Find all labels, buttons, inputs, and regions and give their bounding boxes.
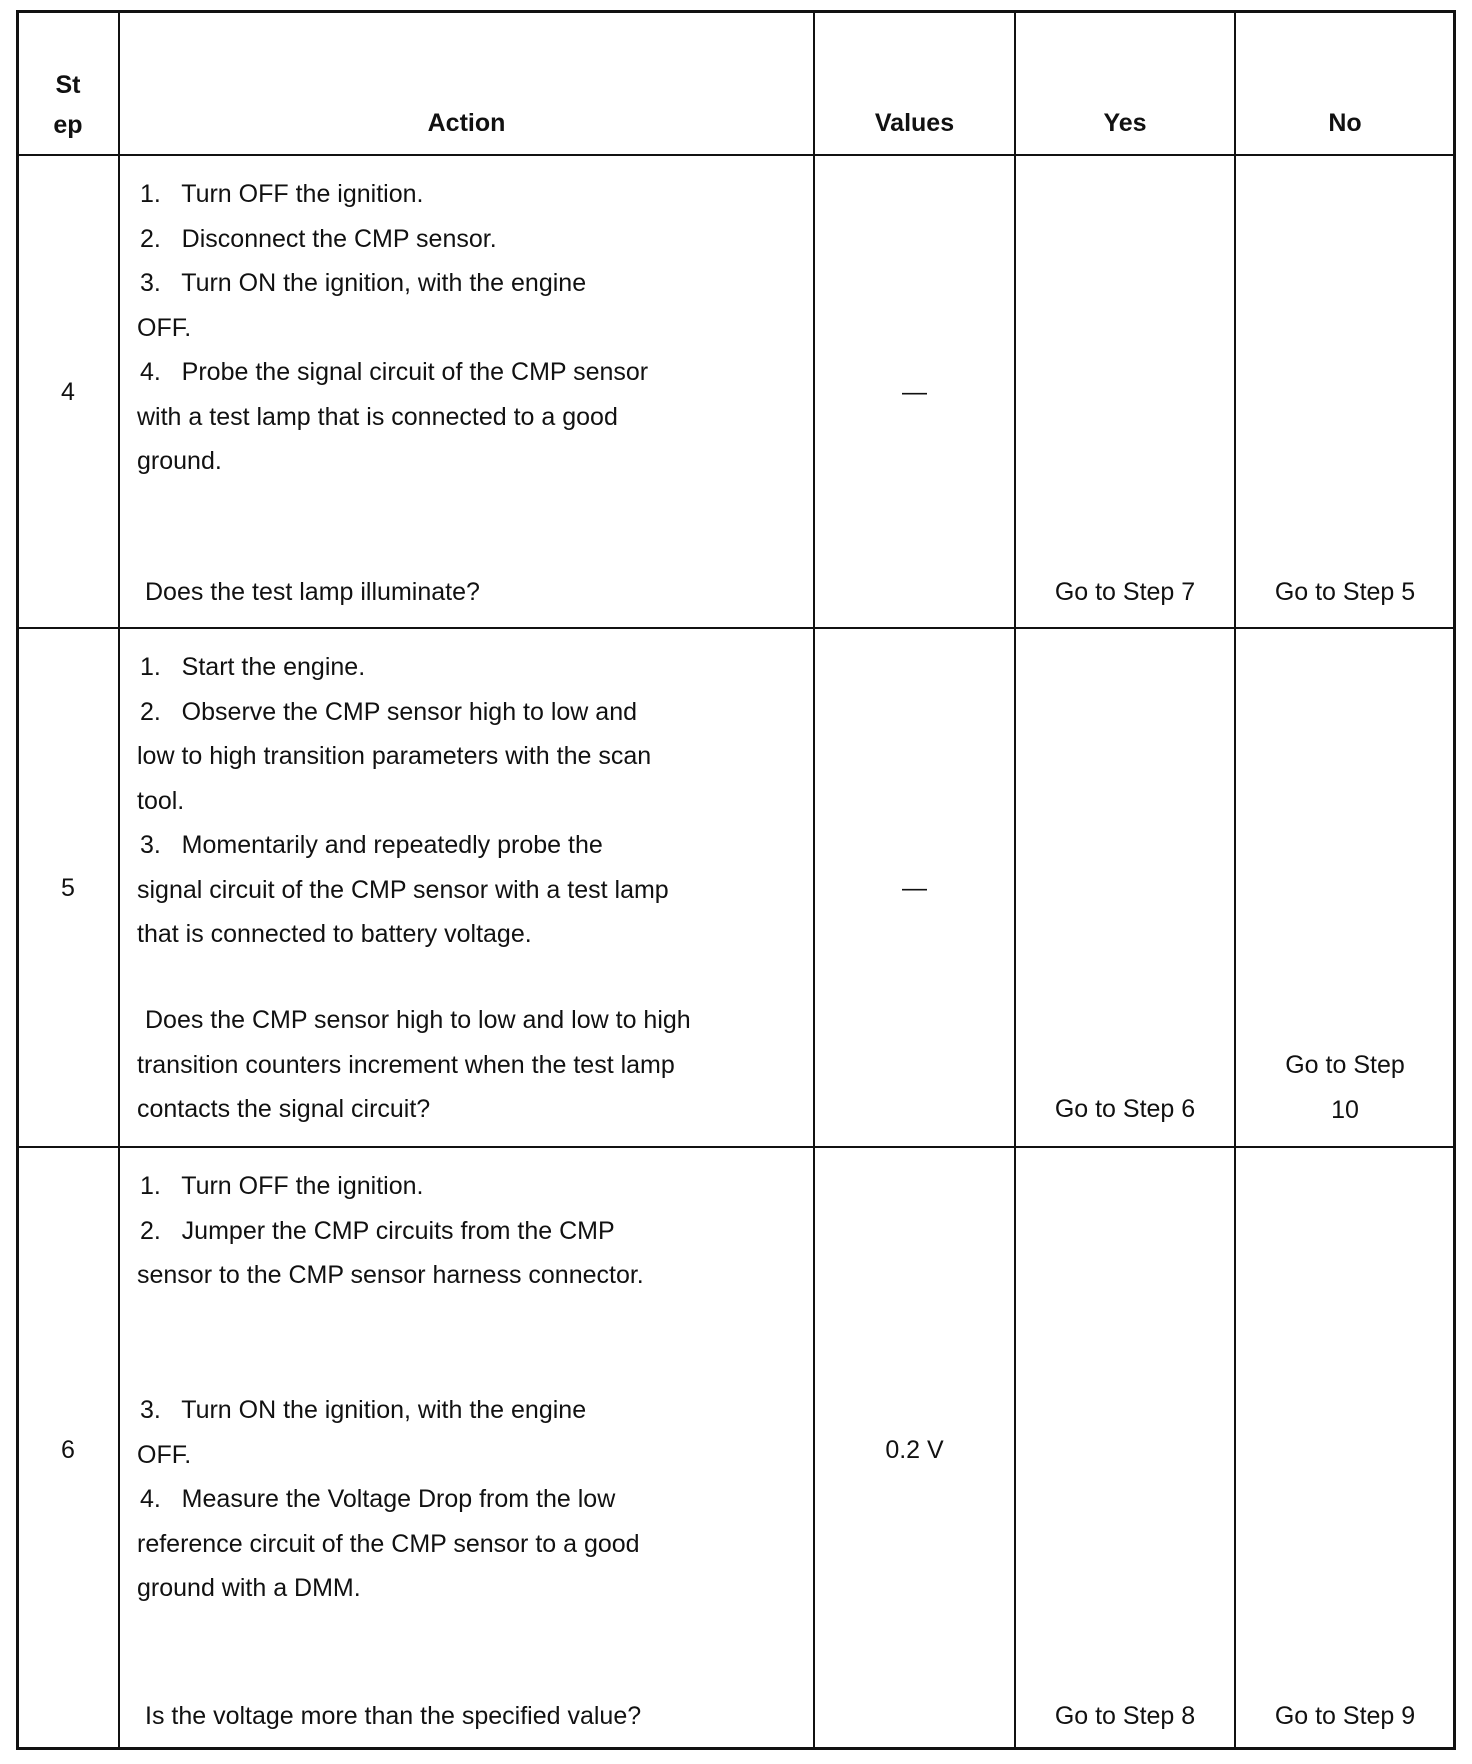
action-item: reference circuit of the CMP sensor to a good <box>137 1529 640 1558</box>
no-cell: Go to Step 5 <box>1274 578 1416 606</box>
action-item: 3. Momentarily and repeatedly probe the <box>140 831 603 859</box>
action-item: low to high transition parameters with the scan <box>137 742 652 770</box>
action-item: 2. Observe the CMP sensor high to low and <box>140 697 638 726</box>
header-step-line1: St <box>55 71 81 99</box>
action-item: OFF. <box>137 1440 192 1469</box>
no-cell <box>1236 1043 1454 1132</box>
action-item: 1. Turn OFF the ignition. <box>140 180 424 208</box>
action-item: 3. Turn ON the ignition, with the engine <box>140 1396 587 1424</box>
action-item: 4. Measure the Voltage Drop from the low <box>140 1485 616 1513</box>
question-line: Does the CMP sensor high to low and low to high <box>145 1006 691 1034</box>
action-question: Does the test lamp illuminate? <box>145 578 480 606</box>
step-number: 4 <box>61 378 75 406</box>
value-cell: — <box>902 378 927 406</box>
action-item: tool. <box>137 786 185 815</box>
action-question: Is the voltage more than the specified value? <box>145 1702 642 1730</box>
header-no: No <box>1328 109 1362 137</box>
action-item: sensor to the CMP sensor harness connector. <box>137 1261 644 1289</box>
header-yes: Yes <box>1103 109 1147 137</box>
yes-cell: Go to Step 8 <box>1054 1702 1196 1730</box>
action-item: signal circuit of the CMP sensor with a test lamp <box>137 875 669 904</box>
yes-cell: Go to Step 6 <box>1054 1095 1196 1123</box>
header-action: Action <box>427 109 506 137</box>
action-item: 4. Probe the signal circuit of the CMP sensor <box>140 358 649 386</box>
action-item: 3. Turn ON the ignition, with the engine <box>140 269 587 297</box>
action-item: 2. Disconnect the CMP sensor. <box>140 224 497 253</box>
column-divider <box>118 10 120 1750</box>
value-cell: — <box>902 874 927 902</box>
no-line: 10 <box>1331 1095 1359 1124</box>
value-cell: 0.2 V <box>885 1436 944 1464</box>
action-item: ground. <box>137 447 222 475</box>
action-list <box>137 1164 797 1298</box>
no-cell: Go to Step 9 <box>1274 1702 1416 1730</box>
action-item: with a test lamp that is connected to a good <box>137 402 618 431</box>
step-number: 5 <box>61 874 75 902</box>
action-item: that is connected to battery voltage. <box>137 920 532 948</box>
column-divider <box>1014 10 1016 1750</box>
action-question <box>137 998 797 1132</box>
row-divider <box>16 1146 1456 1148</box>
question-line: contacts the signal circuit? <box>137 1095 431 1123</box>
header-values: Values <box>874 109 955 137</box>
column-divider <box>1234 10 1236 1750</box>
no-line: Go to Step <box>1285 1051 1405 1079</box>
header-step-line2: ep <box>53 111 83 139</box>
yes-cell: Go to Step 7 <box>1054 578 1196 606</box>
row-divider <box>16 154 1456 156</box>
action-item: OFF. <box>137 313 192 342</box>
action-list <box>137 645 797 957</box>
row-divider <box>16 627 1456 629</box>
action-item: 2. Jumper the CMP circuits from the CMP <box>140 1216 615 1245</box>
step-number: 6 <box>61 1436 75 1464</box>
action-list <box>137 1388 797 1611</box>
header-step <box>18 65 118 145</box>
action-item: 1. Turn OFF the ignition. <box>140 1172 424 1200</box>
action-item: 1. Start the engine. <box>140 653 366 681</box>
action-item: ground with a DMM. <box>137 1574 361 1602</box>
question-line: transition counters increment when the test lamp <box>137 1050 675 1079</box>
action-list <box>137 172 797 484</box>
